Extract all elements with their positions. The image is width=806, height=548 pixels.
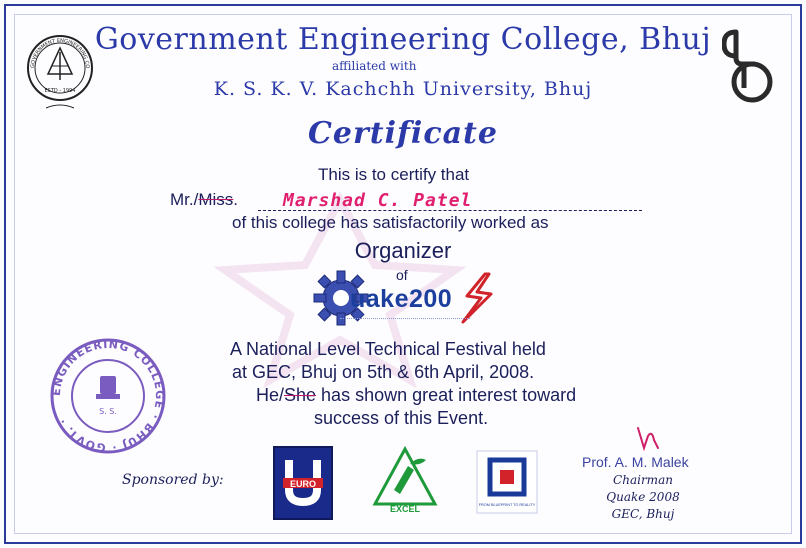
salutation-struck: Miss xyxy=(198,190,234,209)
description-line-1: A National Level Technical Festival held xyxy=(230,339,546,359)
college-name: Government Engineering College, Bhuj xyxy=(94,22,712,57)
signatory-title-3: GEC, Bhuj xyxy=(611,507,675,521)
event-tagline-line xyxy=(340,318,470,322)
worked-text: of this college has satisfactorily worked as xyxy=(232,213,549,232)
he-text: He/ xyxy=(256,385,285,405)
seal-estd: ESTD - 1994 xyxy=(44,88,76,94)
euro-text: EURO xyxy=(289,479,317,489)
blueprint-text: FROM BLUEPRINT TO REALITY xyxy=(478,503,536,507)
signatory-name: Prof. A. M. Malek xyxy=(582,454,689,470)
interest-text: has shown great interest toward xyxy=(316,385,577,405)
excel-sponsor-logo xyxy=(372,446,438,514)
salutation-suffix: . xyxy=(233,190,239,209)
of-text: of xyxy=(396,267,408,283)
salutation xyxy=(170,190,238,210)
seal-top-text: GOVERNMENT ENGINEERING CO xyxy=(29,37,91,69)
stamp-initials: S. S. xyxy=(99,407,117,416)
recipient-name: Marshad C. Patel xyxy=(283,190,473,211)
role-text: Organizer xyxy=(354,238,452,263)
sponsored-label: Sponsored by: xyxy=(122,472,224,488)
certificate-title: Certificate xyxy=(308,116,498,151)
description-line-4: success of this Event. xyxy=(314,408,489,428)
certify-text: This is to certify that xyxy=(318,165,470,184)
signature-mark xyxy=(634,426,664,452)
signatory-title-1: Chairman xyxy=(613,473,673,487)
description-line-2: at GEC, Bhuj on 5th & 6th April, 2008. xyxy=(232,362,535,382)
signatory-title-2: Quake 2008 xyxy=(606,490,680,504)
description-line-3 xyxy=(256,384,576,406)
event-logo-text: uake200 xyxy=(350,285,453,313)
college-stamp-icon xyxy=(46,334,170,458)
euro-sponsor-logo xyxy=(273,446,333,520)
excel-text: EXCEL xyxy=(389,504,421,514)
university-name: K. S. K. V. Kachchh University, Bhuj xyxy=(213,78,593,100)
salutation-prefix: Mr./ xyxy=(170,190,199,209)
she-struck-text: She xyxy=(284,385,317,405)
stamp-ring-text: ENGINEERING COLLEGE · BHUJ · GOVT. · xyxy=(49,337,167,455)
affiliation-text: affiliated with xyxy=(332,59,417,73)
blueprint-sponsor-logo xyxy=(476,450,538,514)
